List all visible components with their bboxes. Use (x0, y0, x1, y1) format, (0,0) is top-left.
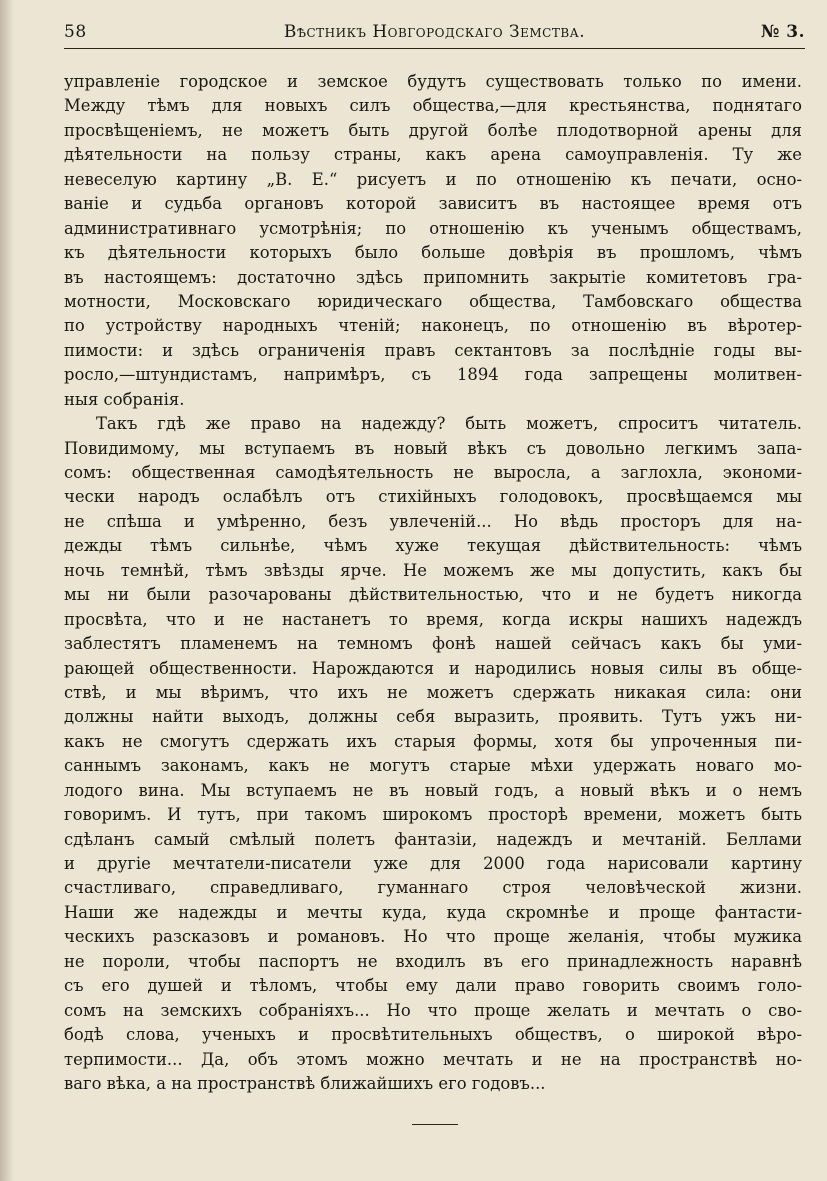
text-line: чески народъ ослабѣлъ отъ стихійныхъ голодовокъ, просвѣщаемся мы (64, 487, 802, 507)
text-line: въ настоящемъ: достаточно здѣсь припомнить закрытіе комитетовъ гра- (64, 267, 802, 287)
text-line: счастливаго, справедливаго, гуманнаго строя человѣческой жизни. (64, 878, 802, 898)
text-line: заблестятъ пламенемъ на темномъ фонѣ нашей сейчасъ какъ бы уми- (64, 634, 802, 654)
text-line: просвѣта, что и не настанетъ то время, когда искры нашихъ надеждъ (64, 609, 802, 629)
text-line: пимости: и здѣсь ограниченія правъ сектантовъ за послѣдніе годы вы- (64, 340, 802, 360)
text-line: ныя собранія. (64, 389, 185, 409)
page-edge-shadow (0, 0, 14, 1181)
text-line: саннымъ законамъ, какъ не могутъ старые мѣхи удержать новаго мо- (64, 756, 802, 776)
text-line: сдѣланъ самый смѣлый полетъ фантазіи, надеждъ и мечтаній. Беллами (64, 829, 802, 849)
text-line: Такъ гдѣ же право на надежду? быть можетъ, спроситъ читатель. (96, 414, 802, 434)
text-line: ночь темнѣй, тѣмъ звѣзды ярче. Не можемъ же мы допустить, какъ бы (64, 560, 802, 580)
journal-title: Вѣстникъ Новгородскаго Земства. (283, 22, 586, 42)
end-rule-divider (412, 1124, 458, 1125)
text-line: и другіе мечтатели-писатели уже для 2000 года нарисовали картину (64, 854, 802, 873)
text-line: говоримъ. И тутъ, при такомъ широкомъ просторѣ времени, можетъ быть (64, 805, 802, 825)
text-line: не спѣша и умѣренно, безъ увлеченій... Но вѣдь просторъ для на- (64, 511, 802, 531)
page-number: 58 (64, 22, 87, 42)
text-line: мотности, Московскаго юридическаго общества, Тамбовскаго общества (64, 291, 802, 311)
text-line: административнаго усмотрѣнія; по отношенію къ ученымъ обществамъ, (64, 218, 802, 238)
text-line: росло,—штундистамъ, напримѣръ, съ 1894 года запрещены молитвен- (64, 365, 802, 385)
text-line: рающей общественности. Нарождаются и народились новыя силы въ обще- (64, 658, 802, 678)
text-line: ческихъ разсказовъ и романовъ. Но что проще желанія, чтобы мужика (64, 927, 802, 947)
text-line: дѣятельности на пользу страны, какъ арена самоуправленія. Ту же (64, 145, 802, 165)
text-line: терпимости... Да, объ этомъ можно мечтать и не на пространствѣ но- (64, 1049, 802, 1069)
text-line: мы ни были разочарованы дѣйствительностью, что и не будетъ никогда (64, 585, 802, 605)
text-line: какъ не смогутъ сдержать ихъ старыя формы, хотя бы упроченныя пи- (64, 731, 802, 751)
text-line: съ его душей и тѣломъ, чтобы ему дали право говорить своимъ голо- (64, 976, 802, 996)
text-line: управленіе городское и земское будутъ существовать только по имени. (64, 72, 802, 91)
text-line: ваніе и судьба органовъ которой зависитъ въ настоящее время отъ (64, 194, 802, 214)
text-line: лодого вина. Мы вступаемъ не въ новый годъ, а новый вѣкъ и о немъ (64, 780, 802, 800)
text-line: должны найти выходъ, должны себя выразить, проявить. Тутъ ужъ ни- (64, 707, 802, 727)
running-header (64, 20, 805, 49)
issue-number: № 3. (760, 22, 805, 42)
text-line: ствѣ, и мы вѣримъ, что ихъ не можетъ сдержать никакая сила: они (64, 682, 802, 702)
text-line: сомъ на земскихъ собраніяхъ... Но что проще желать и мечтать о сво- (64, 1000, 802, 1020)
text-line: не пороли, чтобы паспортъ не входилъ въ его принадлежность наравнѣ (64, 951, 802, 971)
text-line: дежды тѣмъ сильнѣе, чѣмъ хуже текущая дѣйствительность: чѣмъ (64, 536, 802, 556)
text-line: Между тѣмъ для новыхъ силъ общества,—для крестьянства, поднятаго (64, 96, 802, 116)
article-body (64, 70, 802, 1096)
text-line: по устройству народныхъ чтеній; наконецъ, по отношенію въ вѣротер- (64, 316, 802, 336)
text-line: ваго вѣка, а на пространствѣ ближайшихъ его годовъ... (64, 1073, 546, 1093)
text-line: просвѣщеніемъ, не можетъ быть другой болѣе плодотворной арены для (64, 120, 802, 140)
text-line: бодѣ слова, ученыхъ и просвѣтительныхъ обществъ, о широкой вѣро- (64, 1025, 802, 1045)
text-line: къ дѣятельности которыхъ было больше довѣрія въ прошломъ, чѣмъ (64, 243, 802, 263)
text-line: сомъ: общественная самодѣятельность не выросла, а заглохла, экономи- (64, 463, 802, 482)
text-line: невеселую картину „В. Е.“ рисуетъ и по отношенію къ печати, осно- (64, 169, 802, 189)
text-line: Повидимому, мы вступаемъ въ новый вѣкъ съ довольно легкимъ запа- (64, 438, 802, 458)
text-line: Наши же надежды и мечты куда, куда скромнѣе и проще фантасти- (64, 902, 802, 922)
